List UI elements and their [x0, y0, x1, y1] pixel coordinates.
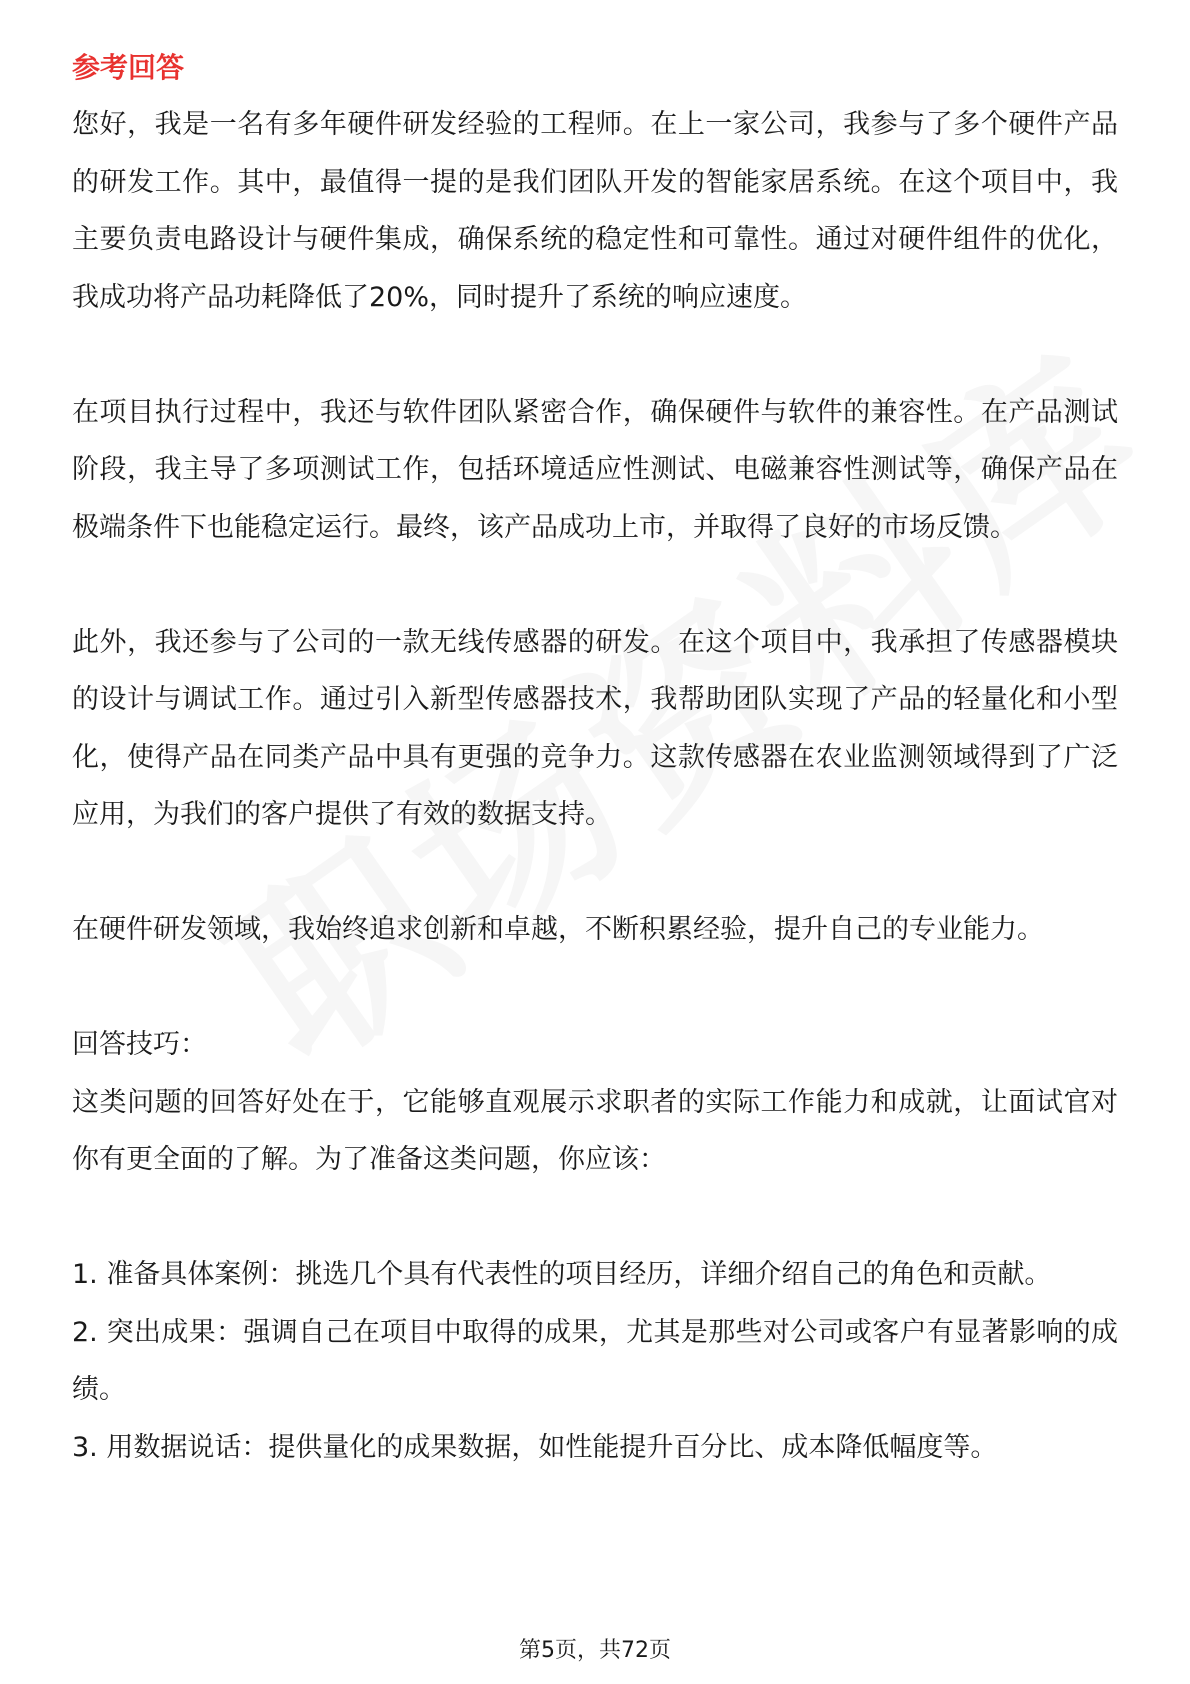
tips-item-2: 2. 突出成果：强调自己在项目中取得的成果，尤其是那些对公司或客户有显著影响的成绩。 [72, 1316, 1118, 1405]
paragraph-gap [72, 959, 1118, 1017]
tips-intro: 这类问题的回答好处在于，它能够直观展示求职者的实际工作能力和成就，让面试官对你有更全面的了解。为了准备这类问题，你应该： [72, 1086, 1118, 1175]
tips-item-3: 3. 用数据说话：提供量化的成果数据，如性能提升百分比、成本降低幅度等。 [72, 1431, 998, 1463]
tips-heading: 回答技巧： [72, 1029, 207, 1060]
answer-paragraph-1: 您好，我是一名有多年硬件研发经验的工程师。在上一家公司，我参与了多个硬件产品的研发工作。其中，最值得一提的是我们团队开发的智能家居系统。在这个项目中，我主要负责电路设计与硬件集成，确保系统的稳定性和可靠性。通过对硬件组件的优化，我成功将产品功耗降低了20%，同时提升了系统的响应速度。 [72, 109, 1118, 313]
section-title: 参考回答 [72, 51, 185, 84]
paragraph-gap [72, 556, 1118, 614]
paragraph-gap [72, 1189, 1118, 1247]
answer-paragraph-3: 此外，我还参与了公司的一款无线传感器的研发。在这个项目中，我承担了传感器模块的设计与调试工作。通过引入新型传感器技术，我帮助团队实现了产品的轻量化和小型化，使得产品在同类产品中具有更强的竞争力。这款传感器在农业监测领域得到了广泛应用，为我们的客户提供了有效的数据支持。 [72, 626, 1118, 830]
page-number: 第5页，共72页 [519, 1638, 671, 1663]
answer-paragraph-4: 在硬件研发领域，我始终追求创新和卓越，不断积累经验，提升自己的专业能力。 [72, 914, 1044, 945]
answer-paragraph-2: 在项目执行过程中，我还与软件团队紧密合作，确保硬件与软件的兼容性。在产品测试阶段，我主导了多项测试工作，包括环境适应性测试、电磁兼容性测试等，确保产品在极端条件下也能稳定运行。最终，该产品成功上市，并取得了良好的市场反馈。 [72, 396, 1118, 543]
tips-item-1: 1. 准备具体案例：挑选几个具有代表性的项目经历，详细介绍自己的角色和贡献。 [72, 1259, 1052, 1290]
paragraph-gap [72, 844, 1118, 902]
page-content [72, 48, 1118, 1476]
paragraph-gap [72, 326, 1118, 384]
